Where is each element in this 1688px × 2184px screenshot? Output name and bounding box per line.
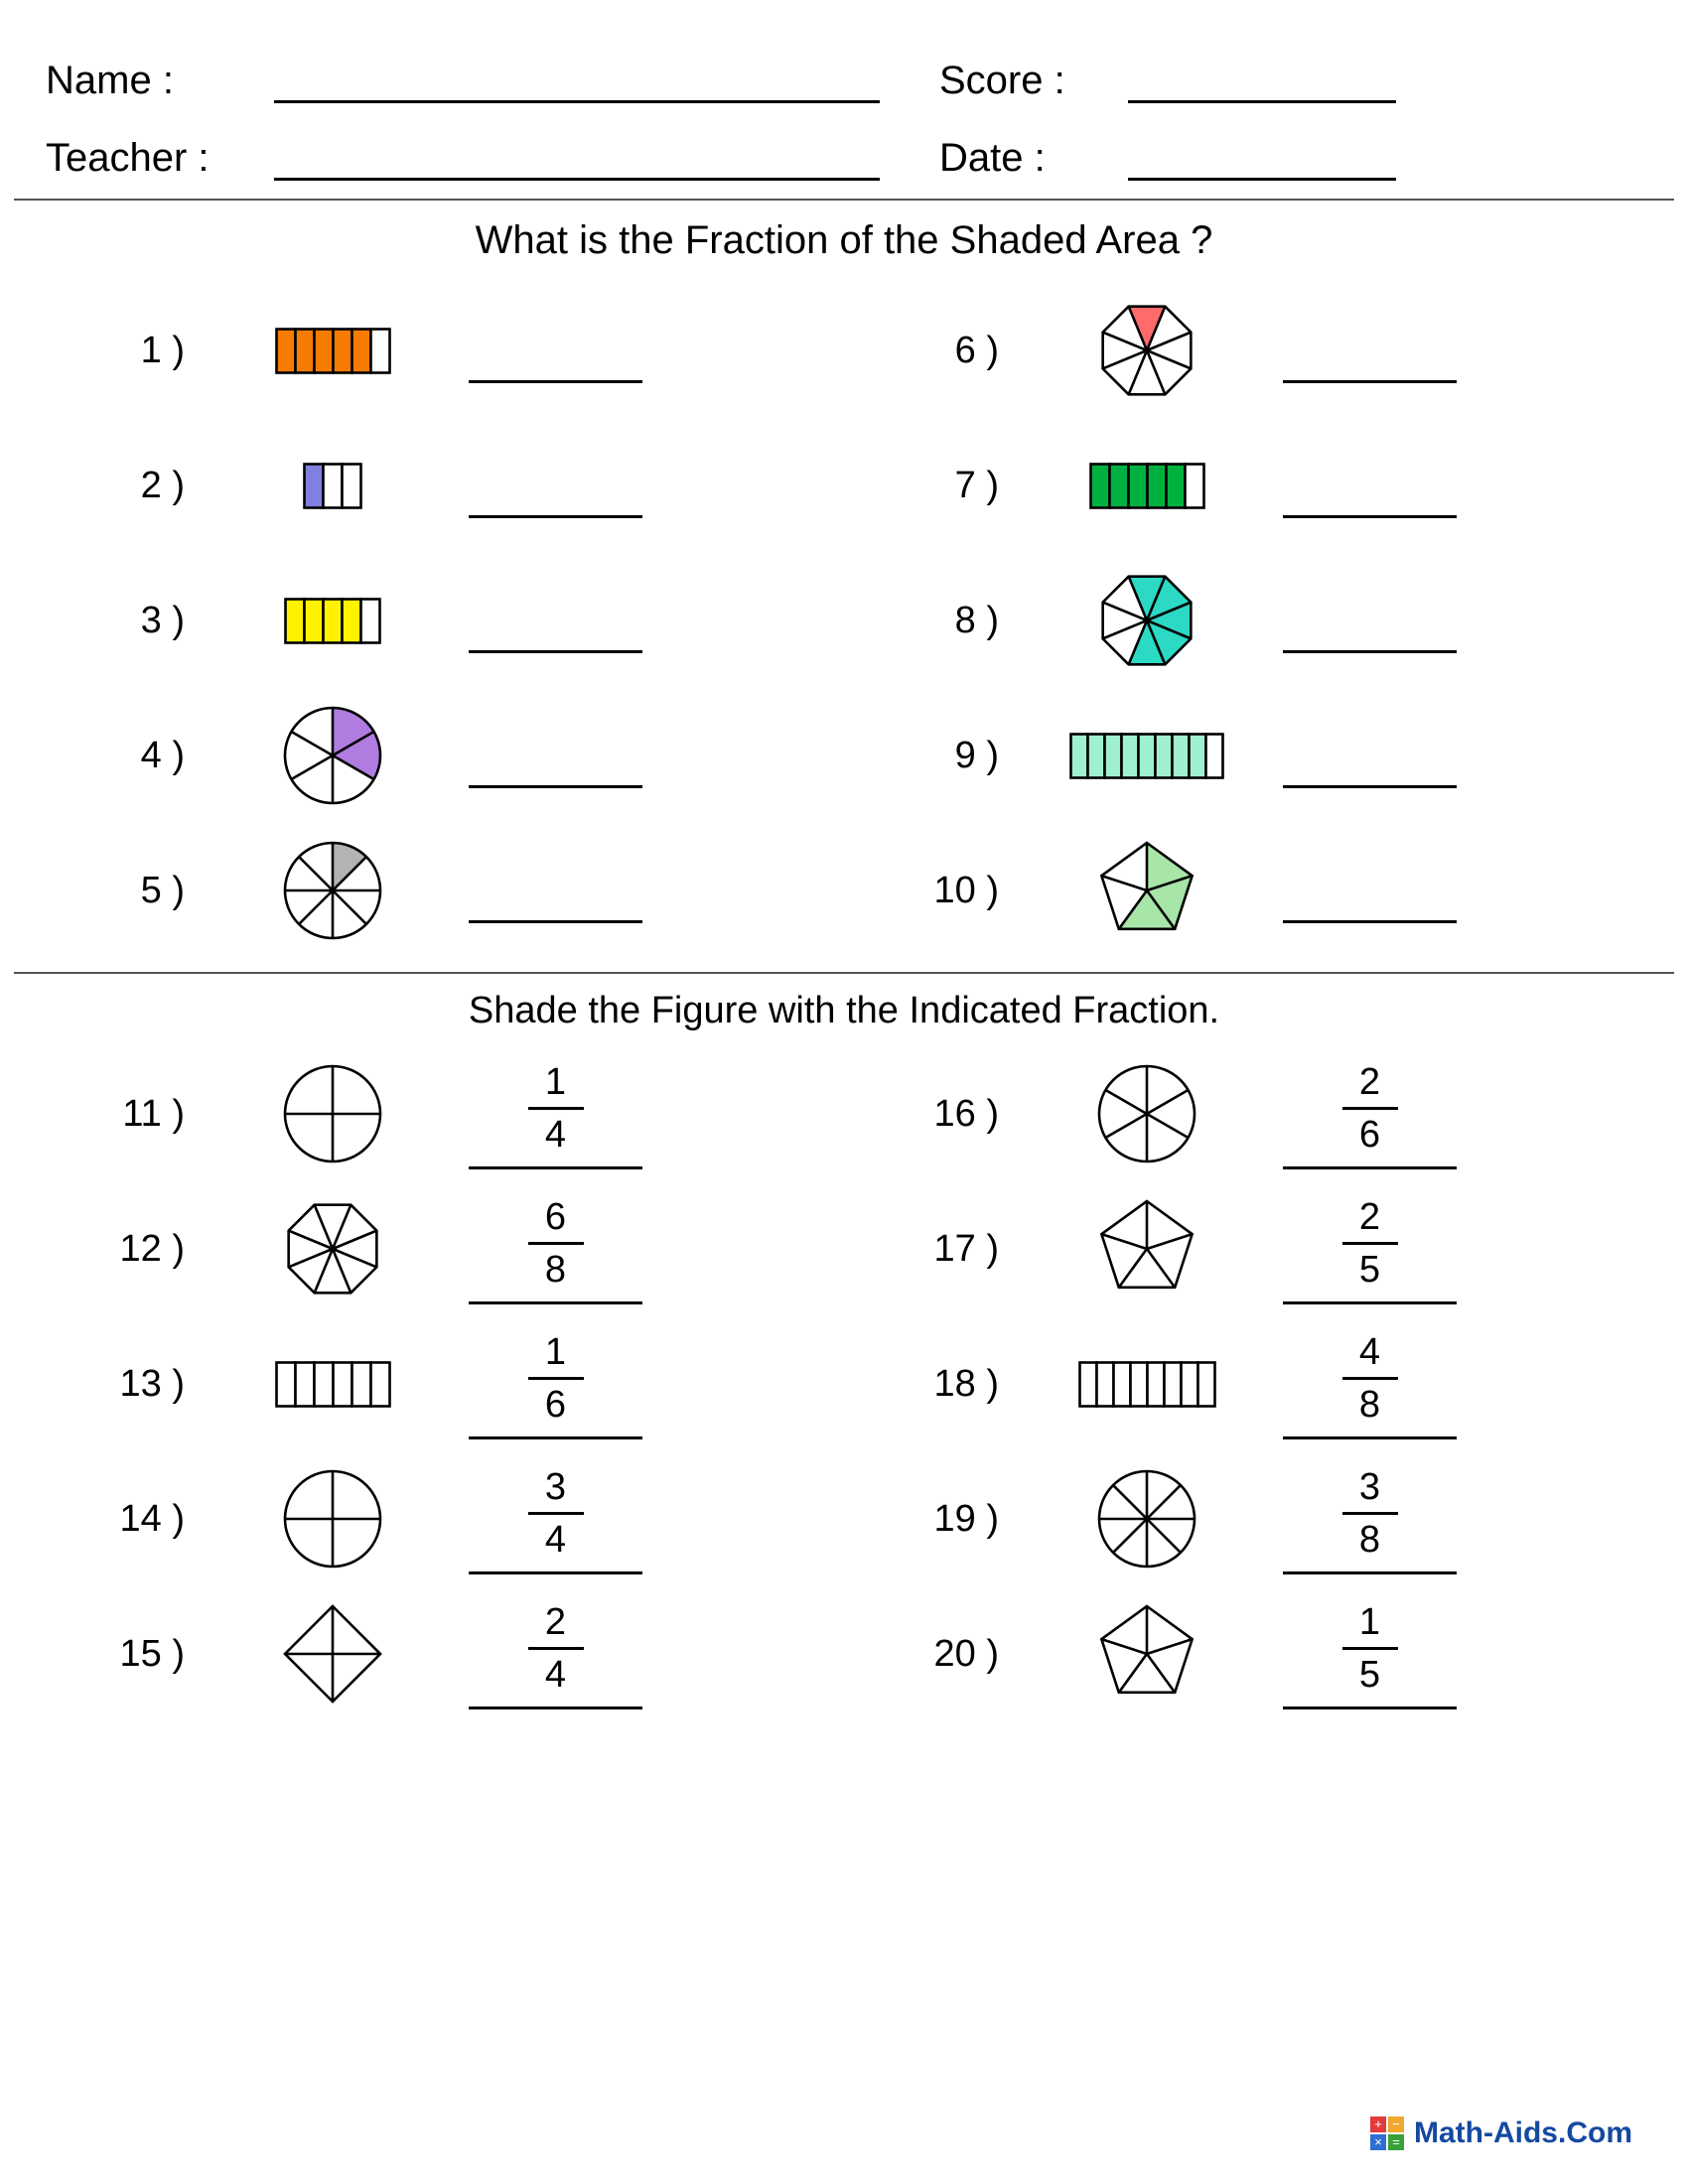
divider-top	[14, 199, 1674, 201]
footer	[1370, 2116, 1632, 2150]
answer-input[interactable]	[469, 724, 642, 788]
fraction-numerator: 1	[544, 1060, 567, 1103]
fraction-figure-circle	[218, 702, 447, 809]
problem-cell	[30, 418, 844, 553]
problem-number: 12 )	[119, 1227, 185, 1270]
shade-figure-circle[interactable]	[218, 1060, 447, 1167]
fraction-numerator: 2	[1358, 1060, 1381, 1103]
fraction-numerator: 1	[1358, 1600, 1381, 1643]
problem-number: 6 )	[954, 329, 999, 371]
fraction-denominator: 8	[544, 1248, 567, 1291]
logo-cell-minus: −	[1388, 2116, 1404, 2132]
problem-number: 8 )	[954, 599, 999, 641]
problem-number: 16 )	[933, 1092, 999, 1135]
fraction-figure-bar	[1033, 733, 1261, 779]
problem-number: 10 )	[933, 869, 999, 911]
problem-cell	[30, 823, 844, 958]
fraction-bar	[1342, 1512, 1398, 1515]
date-input[interactable]	[1128, 134, 1396, 181]
shade-figure-pentagon[interactable]	[1033, 1600, 1261, 1707]
problem-number: 4 )	[140, 734, 185, 776]
problem-cell	[844, 1586, 1658, 1721]
fraction-denominator: 5	[1358, 1248, 1381, 1291]
fraction-bar	[528, 1647, 584, 1650]
footer-site-name: Math-Aids.Com	[1414, 2116, 1632, 2149]
divider-middle	[14, 972, 1674, 974]
problem-cell	[30, 1586, 844, 1721]
problem-cell	[844, 1451, 1658, 1586]
logo-cell-equals: =	[1388, 2134, 1404, 2150]
problem-cell	[844, 823, 1658, 958]
fraction-bar	[1342, 1107, 1398, 1110]
answer-input[interactable]	[1283, 319, 1457, 383]
logo-cell-plus: +	[1370, 2116, 1386, 2132]
date-label: Date :	[939, 136, 1046, 180]
fraction-denominator: 4	[544, 1653, 567, 1696]
target-fraction	[1283, 1464, 1457, 1574]
target-fraction	[469, 1464, 642, 1574]
fraction-figure-octagon	[1033, 567, 1261, 674]
fraction-bar	[528, 1242, 584, 1245]
fraction-numerator: 2	[544, 1600, 567, 1643]
logo-cell-times: ×	[1370, 2134, 1386, 2150]
problem-cell	[30, 1316, 844, 1451]
problem-cell	[844, 553, 1658, 688]
problem-number: 13 )	[119, 1362, 185, 1405]
problem-cell	[844, 1316, 1658, 1451]
problem-number: 20 )	[933, 1632, 999, 1675]
answer-input[interactable]	[469, 589, 642, 653]
problem-cell	[844, 1181, 1658, 1316]
fraction-bar	[528, 1377, 584, 1380]
problem-cell	[30, 1046, 844, 1181]
problem-cell	[30, 1181, 844, 1316]
target-fraction	[1283, 1599, 1457, 1709]
shade-figure-bar[interactable]	[218, 1361, 447, 1408]
target-fraction	[469, 1599, 642, 1709]
fraction-denominator: 6	[544, 1383, 567, 1426]
fraction-numerator: 6	[544, 1195, 567, 1238]
name-input[interactable]	[274, 57, 880, 103]
target-fraction	[469, 1059, 642, 1169]
fraction-bar	[1342, 1377, 1398, 1380]
math-aids-logo-icon	[1370, 2116, 1404, 2150]
problem-cell	[30, 283, 844, 418]
problem-number: 7 )	[954, 464, 999, 506]
answer-input[interactable]	[469, 859, 642, 923]
fraction-denominator: 4	[544, 1113, 567, 1156]
fraction-figure-bar	[218, 598, 447, 644]
name-label: Name :	[46, 59, 174, 102]
answer-input[interactable]	[1283, 859, 1457, 923]
fraction-denominator: 6	[1358, 1113, 1381, 1156]
answer-input[interactable]	[1283, 589, 1457, 653]
answer-input[interactable]	[1283, 724, 1457, 788]
shade-figure-circle[interactable]	[1033, 1060, 1261, 1167]
fraction-numerator: 4	[1358, 1330, 1381, 1373]
problem-cell	[844, 1046, 1658, 1181]
name-score-row	[46, 26, 1642, 103]
score-label: Score :	[939, 59, 1065, 102]
target-fraction	[469, 1194, 642, 1304]
problem-number: 14 )	[119, 1497, 185, 1540]
shade-figure-pentagon[interactable]	[1033, 1195, 1261, 1302]
problem-number: 1 )	[140, 329, 185, 371]
answer-input[interactable]	[469, 319, 642, 383]
fraction-figure-pentagon	[1033, 837, 1261, 944]
problem-number: 11 )	[122, 1092, 185, 1135]
problem-number: 2 )	[140, 464, 185, 506]
fraction-bar	[1342, 1647, 1398, 1650]
section1-title: What is the Fraction of the Shaded Area ?	[475, 218, 1213, 262]
section2-grid	[0, 1046, 1688, 1721]
problem-cell	[30, 1451, 844, 1586]
shade-figure-diamond[interactable]	[218, 1600, 447, 1707]
answer-input[interactable]	[1283, 454, 1457, 518]
problem-number: 3 )	[140, 599, 185, 641]
fraction-figure-bar	[218, 328, 447, 374]
problem-cell	[844, 283, 1658, 418]
fraction-figure-bar	[218, 463, 447, 509]
problem-number: 5 )	[140, 869, 185, 911]
fraction-figure-circle	[218, 837, 447, 944]
shade-figure-octagon[interactable]	[218, 1195, 447, 1302]
problem-number: 18 )	[933, 1362, 999, 1405]
teacher-input[interactable]	[274, 134, 880, 181]
score-input[interactable]	[1128, 57, 1396, 103]
fraction-denominator: 5	[1358, 1653, 1381, 1696]
problem-cell	[30, 553, 844, 688]
target-fraction	[469, 1329, 642, 1439]
fraction-numerator: 1	[544, 1330, 567, 1373]
fraction-denominator: 4	[544, 1518, 567, 1561]
problem-number: 15 )	[119, 1632, 185, 1675]
fraction-figure-bar	[1033, 463, 1261, 509]
problem-number: 19 )	[933, 1497, 999, 1540]
fraction-numerator: 3	[544, 1465, 567, 1508]
target-fraction	[1283, 1194, 1457, 1304]
problem-cell	[844, 418, 1658, 553]
fraction-bar	[528, 1107, 584, 1110]
shade-figure-bar[interactable]	[1033, 1361, 1261, 1408]
problem-number: 9 )	[954, 734, 999, 776]
shade-figure-circle[interactable]	[1033, 1465, 1261, 1572]
worksheet-header	[0, 0, 1688, 181]
fraction-denominator: 8	[1358, 1383, 1381, 1426]
fraction-denominator: 8	[1358, 1518, 1381, 1561]
teacher-date-row	[46, 103, 1642, 181]
section2-title: Shade the Figure with the Indicated Fraction.	[468, 990, 1220, 1031]
shade-figure-circle[interactable]	[218, 1465, 447, 1572]
teacher-label: Teacher :	[46, 136, 210, 180]
problem-cell	[844, 688, 1658, 823]
problem-cell	[30, 688, 844, 823]
answer-input[interactable]	[469, 454, 642, 518]
fraction-bar	[1342, 1242, 1398, 1245]
fraction-figure-octagon	[1033, 297, 1261, 404]
target-fraction	[1283, 1059, 1457, 1169]
fraction-numerator: 2	[1358, 1195, 1381, 1238]
problem-number: 17 )	[933, 1227, 999, 1270]
fraction-numerator: 3	[1358, 1465, 1381, 1508]
section1-grid	[0, 283, 1688, 958]
target-fraction	[1283, 1329, 1457, 1439]
fraction-bar	[528, 1512, 584, 1515]
